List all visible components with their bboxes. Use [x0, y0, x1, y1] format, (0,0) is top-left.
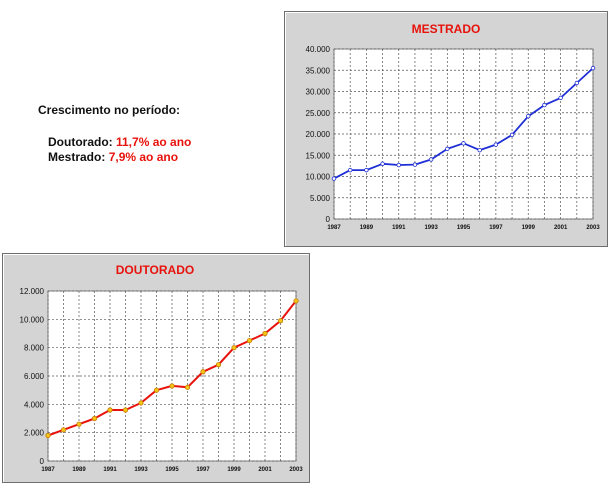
mestrado-x-tick-label: 2001 — [553, 225, 568, 231]
doutorado-x-tick-label: 1987 — [41, 467, 55, 473]
growth-mestrado-label: Mestrado: — [48, 150, 106, 164]
mestrado-data-point — [559, 96, 563, 100]
mestrado-data-point — [348, 168, 352, 172]
mestrado-data-point — [478, 148, 482, 152]
doutorado-data-point — [201, 370, 205, 374]
doutorado-data-point — [46, 433, 50, 437]
mestrado-data-point — [510, 133, 514, 137]
mestrado-data-point — [446, 147, 450, 151]
doutorado-x-tick-label: 1995 — [165, 467, 179, 473]
mestrado-x-tick-label: 1991 — [392, 225, 406, 231]
doutorado-x-tick-label: 1989 — [72, 467, 86, 473]
doutorado-data-point — [92, 416, 96, 420]
growth-title: Crescimento no período: — [38, 103, 181, 117]
doutorado-data-point — [123, 408, 127, 412]
doutorado-y-tick-label: 8.000 — [23, 343, 44, 353]
doutorado-x-tick-label: 2001 — [258, 467, 272, 473]
doutorado-y-tick-label: 6.000 — [23, 372, 44, 381]
mestrado-x-tick-label: 1987 — [327, 225, 341, 231]
mestrado-chart — [285, 12, 607, 246]
mestrado-chart-title: MESTRADO — [411, 22, 481, 36]
mestrado-y-tick-label: 10.000 — [305, 172, 330, 182]
doutorado-x-tick-label: 1997 — [196, 467, 210, 473]
mestrado-y-tick-label: 35.000 — [305, 66, 330, 76]
mestrado-data-point — [413, 163, 417, 167]
doutorado-chart-title: DOUTORADO — [115, 263, 195, 277]
doutorado-y-tick-label: 10.000 — [19, 315, 44, 325]
doutorado-data-point — [61, 428, 65, 432]
mestrado-data-point — [381, 162, 385, 166]
doutorado-data-point — [170, 384, 174, 388]
doutorado-data-point — [77, 422, 81, 426]
mestrado-data-point — [494, 143, 498, 147]
mestrado-data-point — [543, 103, 547, 107]
mestrado-y-tick-label: 25.000 — [305, 108, 330, 118]
mestrado-x-tick-label: 1999 — [521, 225, 535, 231]
mestrado-y-tick-label: 20.000 — [305, 130, 330, 139]
mestrado-y-tick-label: 0 — [325, 215, 330, 224]
doutorado-data-point — [216, 362, 220, 366]
doutorado-y-tick-label: 4.000 — [23, 400, 44, 410]
doutorado-data-point — [232, 345, 236, 349]
mestrado-chart-panel — [284, 11, 608, 247]
mestrado-y-tick-label: 15.000 — [305, 151, 330, 161]
growth-mestrado-value: 7,9% ao ano — [108, 150, 179, 164]
mestrado-data-point — [332, 177, 336, 181]
mestrado-data-point — [365, 168, 369, 172]
mestrado-x-tick-label: 1995 — [456, 225, 471, 231]
doutorado-chart — [3, 254, 309, 482]
doutorado-y-tick-label: 0 — [39, 457, 44, 466]
doutorado-x-tick-label: 1999 — [227, 467, 241, 473]
growth-doutorado-value: 11,7% ao ano — [116, 135, 192, 149]
mestrado-y-tick-label: 5.000 — [309, 193, 330, 203]
doutorado-data-point — [185, 385, 189, 389]
mestrado-data-point — [397, 163, 401, 167]
doutorado-y-tick-label: 12.000 — [19, 287, 44, 296]
doutorado-x-tick-label: 1991 — [103, 467, 117, 473]
mestrado-y-tick-label: 40.000 — [305, 45, 330, 54]
doutorado-data-point — [263, 331, 267, 335]
mestrado-data-point — [591, 66, 595, 70]
mestrado-data-point — [429, 158, 433, 162]
mestrado-data-point — [575, 81, 579, 85]
doutorado-chart-panel — [2, 253, 310, 483]
mestrado-x-tick-label: 2003 — [586, 225, 600, 231]
mestrado-x-tick-label: 1989 — [359, 225, 374, 231]
mestrado-data-point — [462, 142, 466, 146]
growth-doutorado-label: Doutorado: — [48, 135, 113, 149]
mestrado-y-tick-label: 30.000 — [305, 87, 330, 97]
mestrado-data-point — [526, 114, 530, 118]
growth-doutorado — [38, 135, 191, 150]
growth-mestrado — [38, 150, 191, 165]
mestrado-x-tick-label: 1993 — [424, 225, 438, 231]
doutorado-y-tick-label: 2.000 — [23, 428, 44, 438]
doutorado-data-point — [247, 338, 251, 342]
doutorado-x-tick-label: 2003 — [289, 467, 303, 473]
growth-summary — [38, 103, 191, 165]
doutorado-x-tick-label: 1993 — [134, 467, 148, 473]
doutorado-data-point — [294, 299, 298, 303]
mestrado-x-tick-label: 1997 — [489, 225, 503, 231]
doutorado-data-point — [154, 388, 158, 392]
doutorado-data-point — [108, 408, 112, 412]
doutorado-data-point — [139, 401, 143, 405]
doutorado-data-point — [278, 319, 282, 323]
